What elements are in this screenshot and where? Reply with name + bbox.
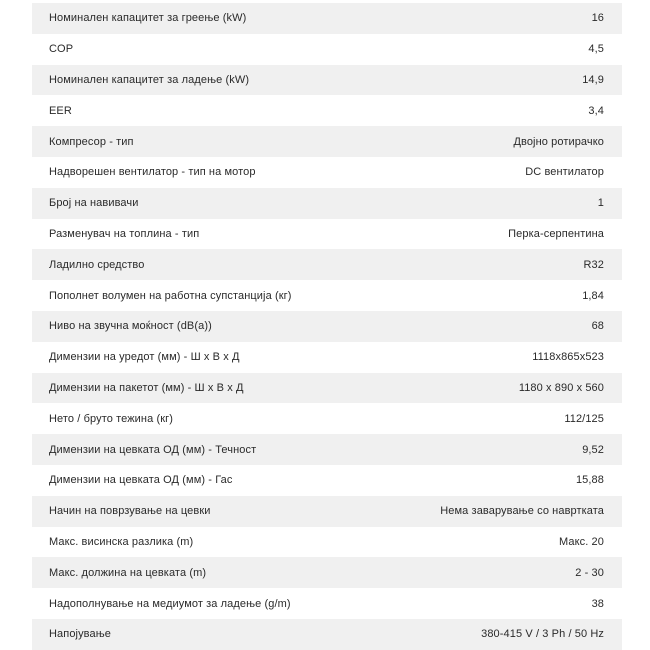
spec-value: Макс. 20	[559, 535, 604, 548]
spec-row	[32, 403, 622, 434]
spec-row	[32, 527, 622, 558]
spec-label: Број на навивачи	[49, 197, 139, 210]
spec-row	[32, 557, 622, 588]
spec-label: Надворешен вентилатор - тип на мотор	[49, 166, 256, 179]
spec-label: Димензии на пакетот (мм) - Ш х В х Д	[49, 381, 244, 394]
spec-label: Димензии на цевката ОД (мм) - Течност	[49, 443, 257, 456]
spec-row	[32, 465, 622, 496]
spec-label: Надополнување на медиумот за ладење (g/m)	[49, 597, 291, 610]
spec-value: 1118x865x523	[532, 351, 604, 364]
spec-value: Двојно ротирачко	[513, 135, 604, 148]
spec-row	[32, 188, 622, 219]
spec-row	[32, 588, 622, 619]
spec-row	[32, 95, 622, 126]
spec-label: Разменувач на топлина - тип	[49, 227, 200, 240]
spec-row	[32, 619, 622, 650]
spec-label: Компресор - тип	[49, 135, 134, 148]
spec-value: R32	[583, 258, 604, 271]
spec-label: Димензии на уредот (мм) - Ш х В х Д	[49, 351, 240, 364]
spec-row	[32, 496, 622, 527]
spec-value: Перка-серпентина	[508, 227, 604, 240]
spec-row	[32, 434, 622, 465]
spec-value: 1,84	[582, 289, 604, 302]
spec-row	[32, 3, 622, 34]
spec-value: 3,4	[588, 104, 604, 117]
spec-label: Начин на поврзување на цевки	[49, 505, 211, 518]
spec-row	[32, 219, 622, 250]
spec-value: 16	[591, 12, 604, 25]
spec-value: 14,9	[582, 73, 604, 86]
spec-row	[32, 311, 622, 342]
spec-row	[32, 373, 622, 404]
spec-label: COP	[49, 43, 74, 56]
spec-row	[32, 342, 622, 373]
spec-label: Нето / бруто тежина (кг)	[49, 412, 173, 425]
spec-row	[32, 65, 622, 96]
spec-row	[32, 126, 622, 157]
spec-label: EER	[49, 104, 72, 117]
spec-value: Нема заварување со навртката	[440, 505, 604, 518]
spec-value: 4,5	[588, 43, 604, 56]
spec-value: 1	[597, 197, 604, 210]
spec-label: Ниво на звучна моќност (dB(a))	[49, 320, 212, 333]
spec-value: 380-415 V / 3 Ph / 50 Hz	[481, 628, 604, 641]
spec-value: 15,88	[575, 474, 604, 487]
spec-value: 112/125	[564, 412, 604, 425]
spec-table	[32, 3, 622, 650]
spec-label: Номинален капацитет за греење (kW)	[49, 12, 247, 25]
spec-value: 2 - 30	[575, 566, 604, 579]
spec-label: Напојување	[49, 628, 111, 641]
spec-value: 68	[591, 320, 604, 333]
spec-label: Номинален капацитет за ладење (kW)	[49, 73, 250, 86]
spec-value: 9,52	[582, 443, 604, 456]
spec-row	[32, 280, 622, 311]
spec-label: Димензии на цевката ОД (мм) - Гас	[49, 474, 233, 487]
spec-label: Макс. должина на цевката (m)	[49, 566, 207, 579]
spec-value: DC вентилатор	[525, 166, 604, 179]
spec-row	[32, 249, 622, 280]
spec-label: Ладилно средство	[49, 258, 145, 271]
spec-value: 38	[591, 597, 604, 610]
spec-row	[32, 157, 622, 188]
spec-row	[32, 34, 622, 65]
spec-label: Макс. висинска разлика (m)	[49, 535, 194, 548]
spec-value: 1180 x 890 x 560	[518, 381, 604, 394]
spec-label: Пополнет волумен на работна супстанција (кг)	[49, 289, 292, 302]
